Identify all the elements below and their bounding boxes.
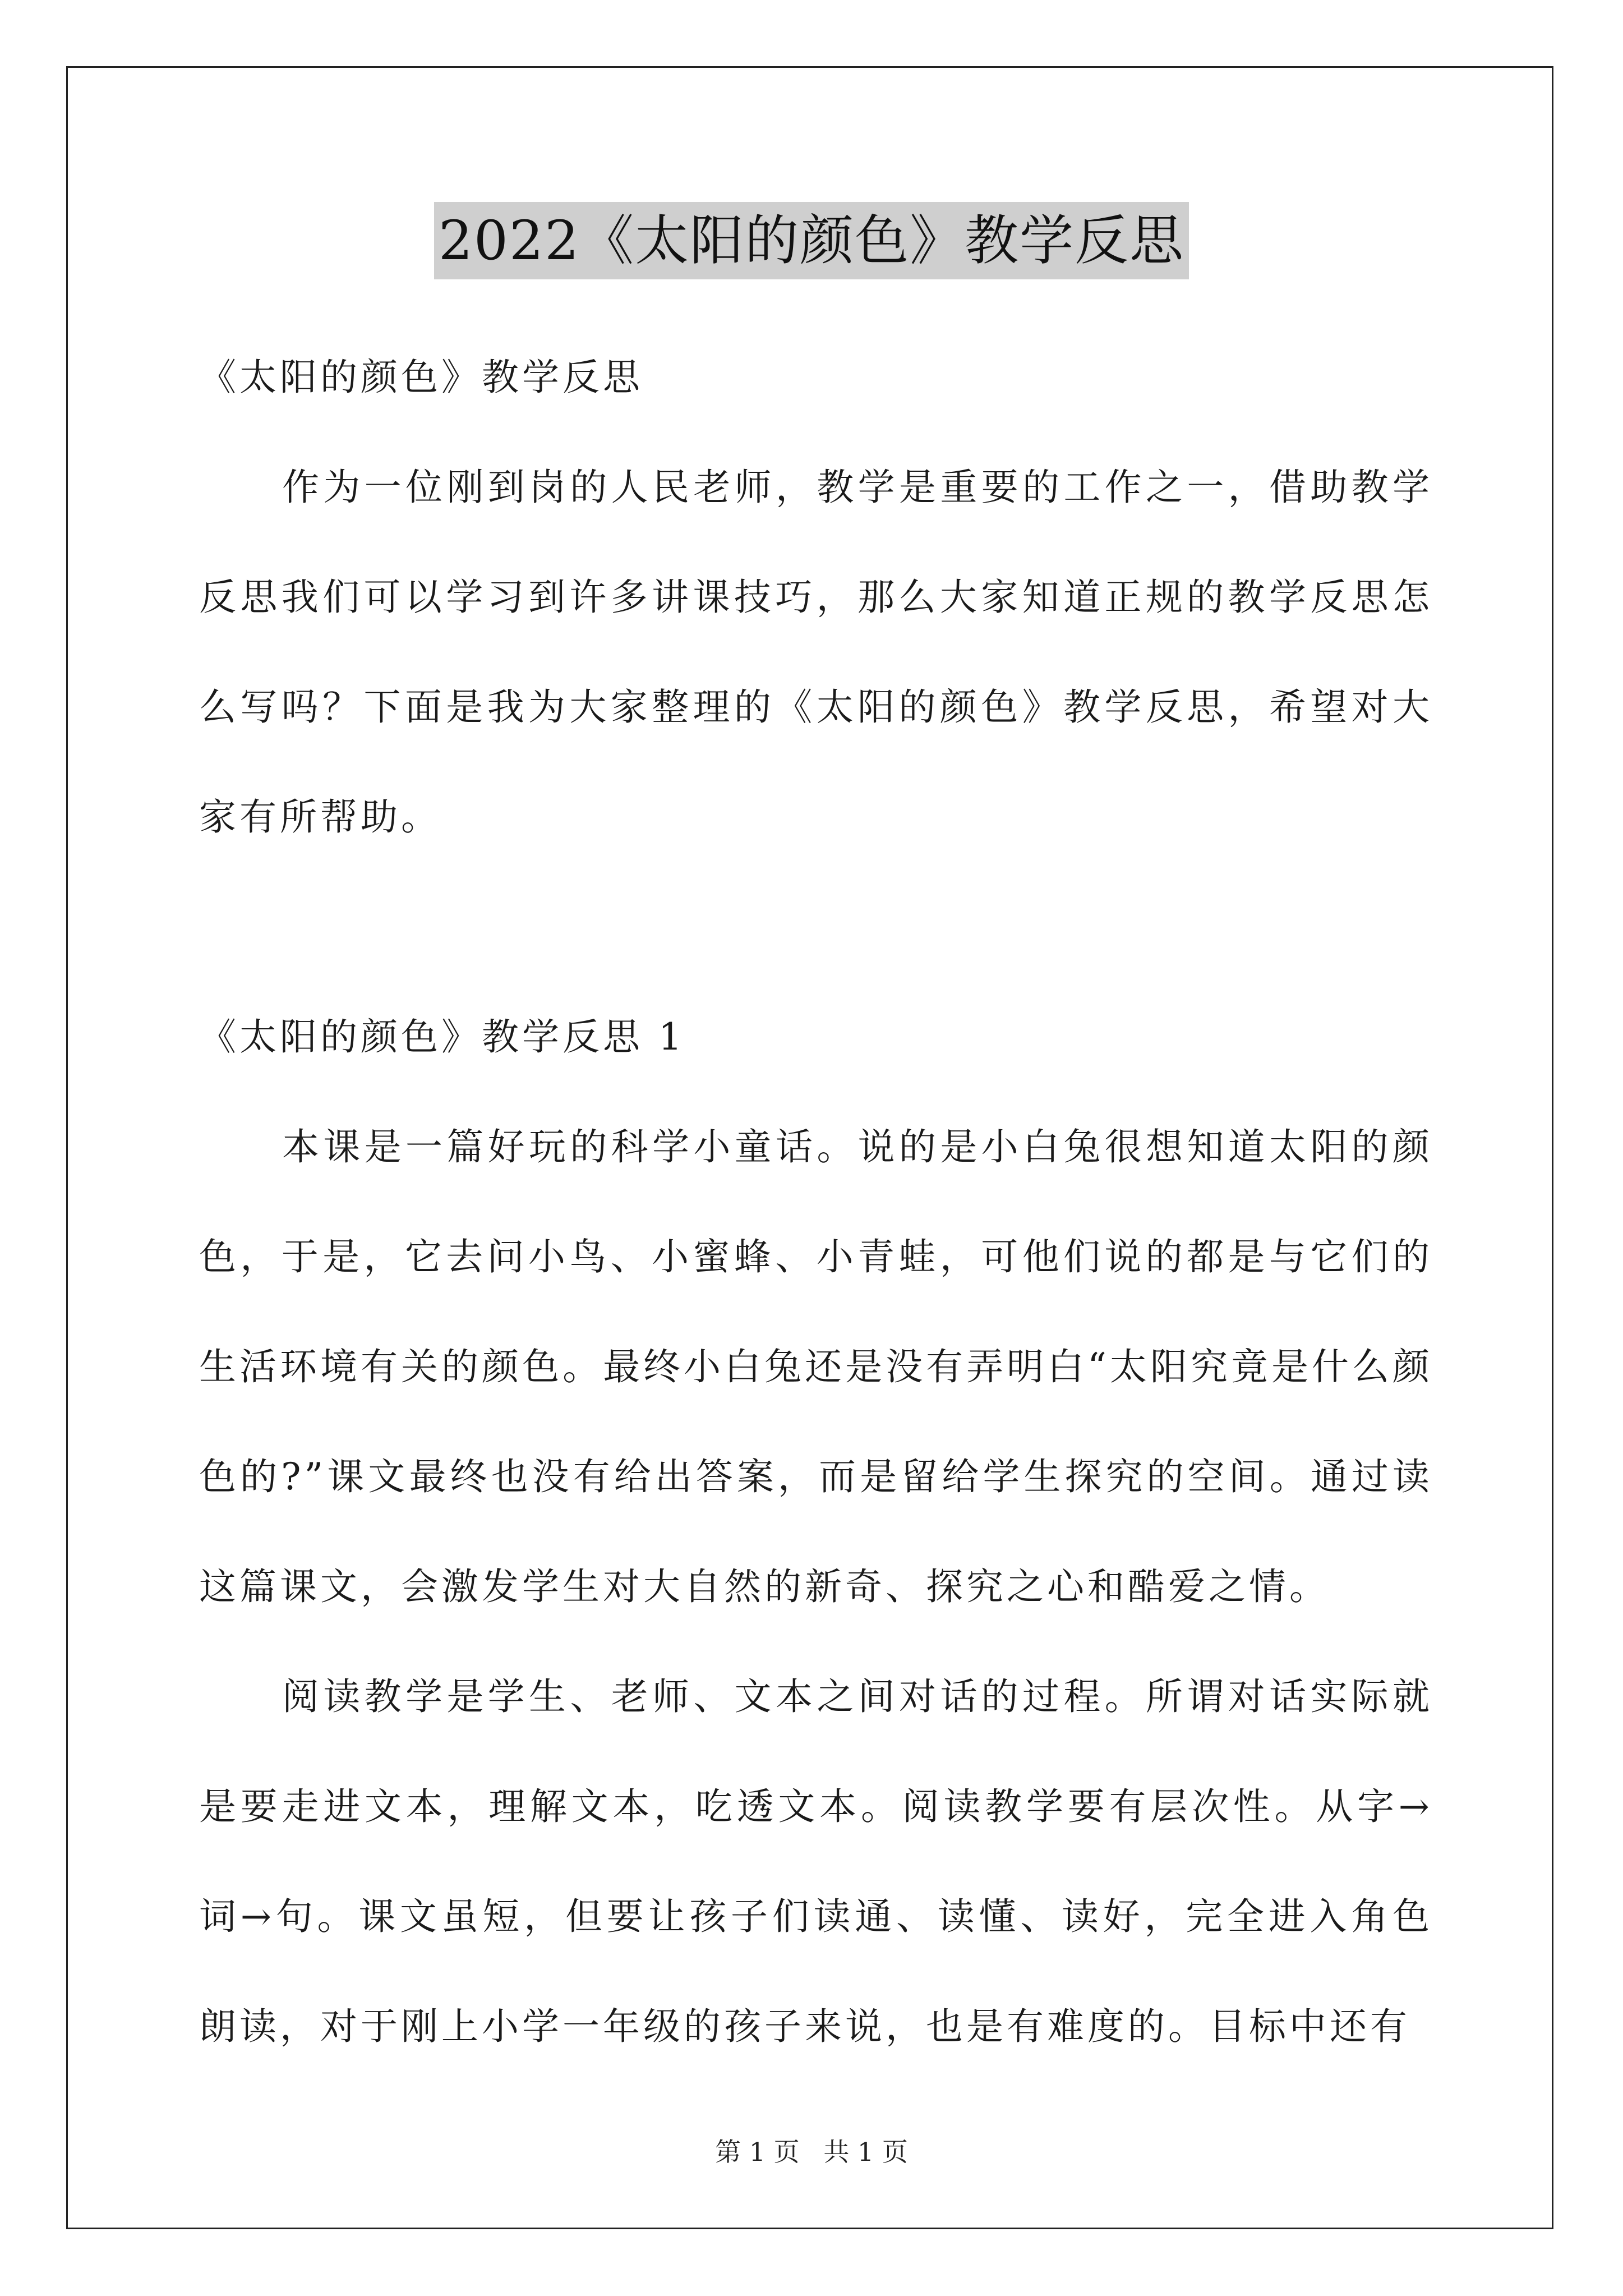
document-body (199, 323, 1433, 2082)
section1-paragraph-2: 阅读教学是学生、老师、文本之间对话的过程。所谓对话实际就是要走进文本，理解文本，吃透文本。阅读教学要有层次性。从字→词→句。课文虽短，但要让孩子们读通、读懂、读好，完全进入角色朗读，对于刚上小学一年级的孩子来说，也是有难度的。目标中还有 (199, 1675, 1433, 2048)
section1-paragraph-1: 本课是一篇好玩的科学小童话。说的是小白兔很想知道太阳的颜色，于是，它去问小鸟、小蜜蜂、小青蛙，可他们说的都是与它们的生活环境有关的颜色。最终小白兔还是没有弄明白“太阳究竟是什么颜色的?”课文最终也没有给出答案，而是留给学生探究的空间。通过读这篇课文，会激发学生对大自然的新奇、探究之心和酷爱之情。 (199, 1125, 1433, 1608)
page-number-total: 共 1 页 (823, 2137, 908, 2167)
intro-paragraph: 作为一位刚到岗的人民老师，教学是重要的工作之一，借助教学反思我们可以学习到许多讲课技巧，那么大家知道正规的教学反思怎么写吗？下面是我为大家整理的《太阳的颜色》教学反思，希望对大家有所帮助。 (199, 466, 1433, 839)
document-title: 2022《太阳的颜色》教学反思 (434, 202, 1189, 279)
section1-heading: 《太阳的颜色》教学反思 1 (199, 1015, 685, 1059)
page-number-current: 第 1 页 (715, 2137, 800, 2167)
page-footer (0, 2132, 1623, 2169)
intro-heading: 《太阳的颜色》教学反思 (199, 356, 643, 399)
section-spacer (199, 872, 1433, 982)
title-container (0, 202, 1623, 279)
